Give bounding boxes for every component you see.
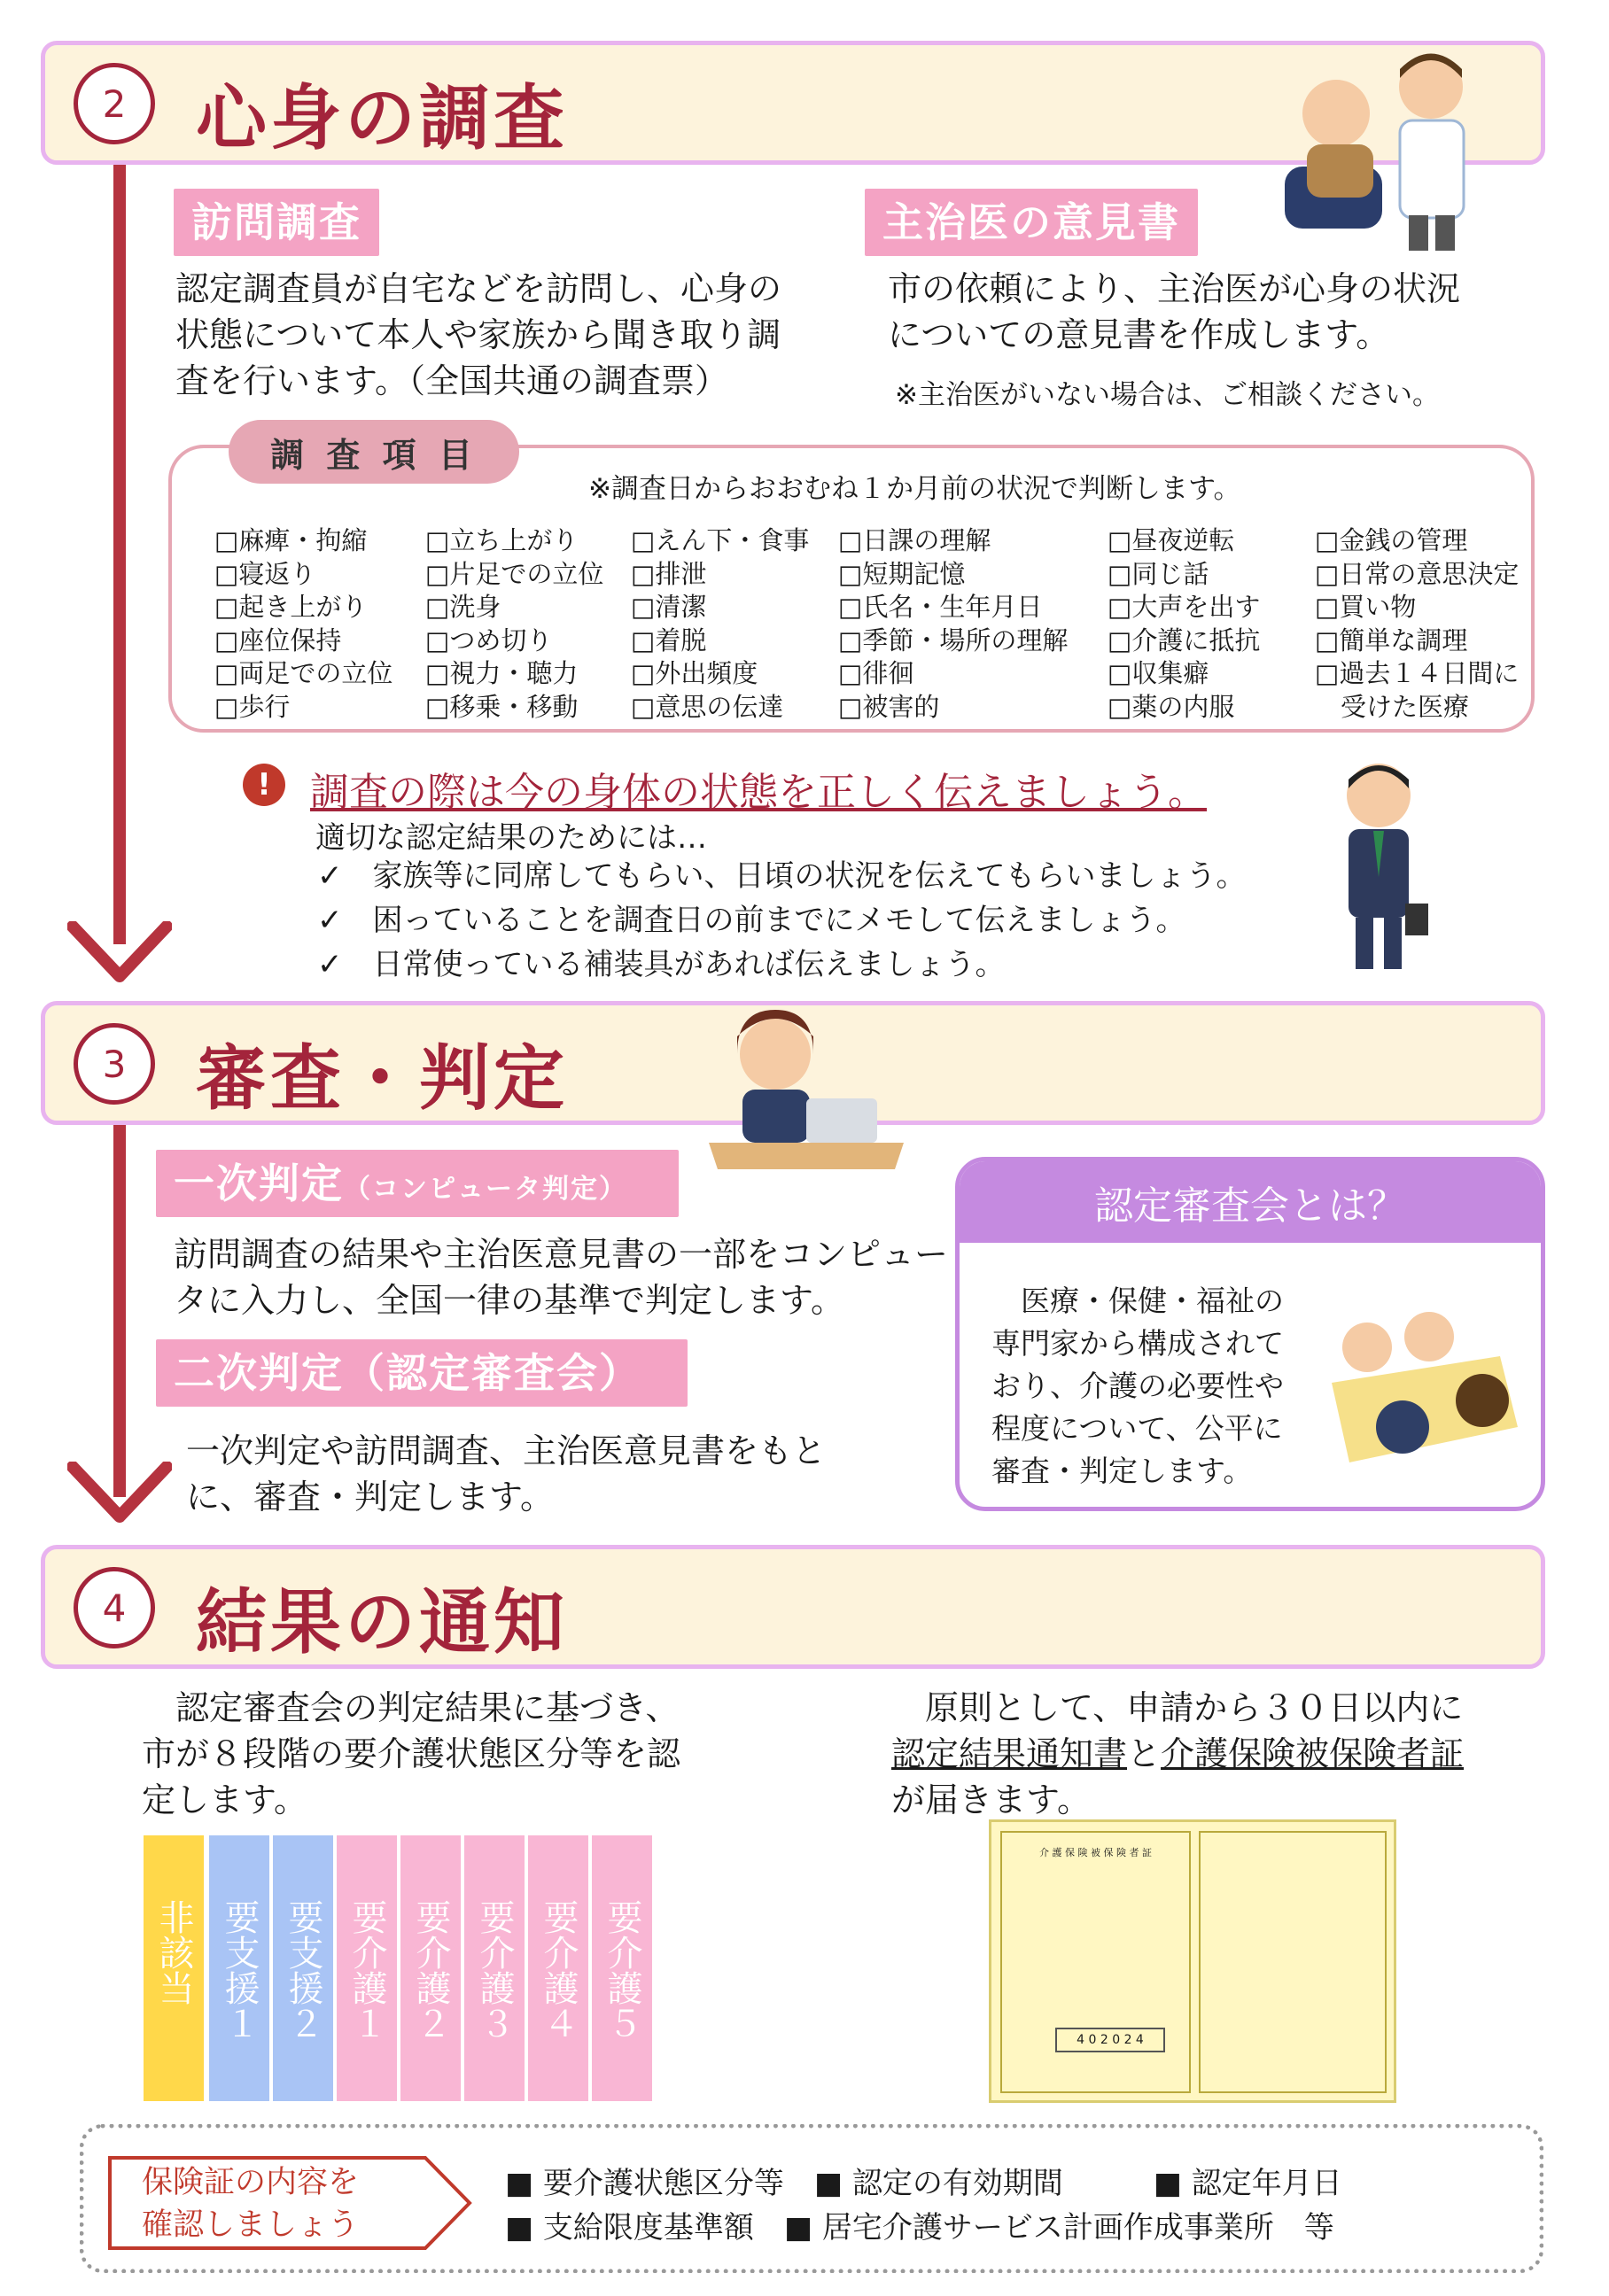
check-icon: ✓ <box>317 947 343 982</box>
insurance-card-image <box>989 1819 1396 2103</box>
survey-items-col-6 <box>1315 524 1519 724</box>
survey-item: □被害的 <box>838 691 940 722</box>
flow-arrow-icon <box>67 921 172 983</box>
survey-item: □薬の内服 <box>1108 691 1235 722</box>
survey-items-col-3 <box>631 524 809 724</box>
survey-item: □過去１４日間に <box>1315 658 1520 688</box>
survey-item: □同じ話 <box>1108 558 1209 589</box>
survey-item: □季節・場所の理解 <box>838 624 1069 655</box>
level-bar: 要支援１ <box>209 1835 269 2101</box>
survey-item: □短期記憶 <box>838 558 966 589</box>
confirm-item: ■ 認定年月日 <box>1153 2166 1342 2201</box>
insurance-card-title: 介 護 保 険 被 保 険 者 証 <box>1039 1847 1152 1858</box>
survey-item: □片足での立位 <box>425 558 604 589</box>
survey-item: □排泄 <box>631 558 707 589</box>
survey-item: □意思の伝達 <box>631 691 784 722</box>
level-bar: 要介護５ <box>592 1835 652 2101</box>
section-4-banner <box>41 1545 1545 1669</box>
confirm-item: ■ 要介護状態区分等 <box>505 2166 784 2201</box>
confirm-items <box>505 2161 1342 2250</box>
survey-item: □歩行 <box>214 691 291 722</box>
survey-item: □金銭の管理 <box>1315 525 1468 555</box>
computer-worker-illustration <box>700 1001 913 1178</box>
survey-item: 受けた医療 <box>1315 691 1470 722</box>
first-judgment-label: 一次判定（コンピュータ判定） <box>156 1150 679 1217</box>
visit-survey-text: 認定調査員が自宅などを訪問し、心身の状態について本人や家族から聞き取り調査を行います。（全国共通の調査票） <box>175 269 782 400</box>
survey-items-label: 調 査 項 目 <box>229 420 519 484</box>
caution-title: 調査の際は今の身体の状態を正しく伝えましょう。 <box>310 770 1207 815</box>
survey-item: □座位保持 <box>214 624 342 655</box>
confirm-item: ■ 居宅介護サービス計画作成事業所 <box>783 2210 1274 2246</box>
doctor-opinion-label: 主治医の意見書 <box>865 189 1198 256</box>
check-icon: ✓ <box>317 858 343 894</box>
level-bar: 要介護２ <box>400 1835 461 2101</box>
result-right-text: 原則として、申請から３０日以内に 認定結果通知書と介護保険被保険者証 が届きます。 <box>891 1688 1465 1819</box>
survey-item: □えん下・食事 <box>631 525 810 555</box>
doctor-opinion-text: 市の依頼により、主治医が心身の状況についての意見書を作成します。 <box>888 269 1461 354</box>
meeting-illustration <box>1314 1294 1527 1471</box>
survey-item: □起き上がり <box>214 592 368 622</box>
survey-item: □介護に抵抗 <box>1108 624 1261 655</box>
confirm-item: 等 <box>1303 2210 1334 2246</box>
result-left-text: 認定審査会の判定結果に基づき、市が８段階の要介護状態区分等を認定します。 <box>142 1688 681 1819</box>
survey-item: □簡単な調理 <box>1315 624 1468 655</box>
confirm-item: ■ 支給限度基準額 <box>505 2210 754 2246</box>
survey-item: □大声を出す <box>1108 592 1261 622</box>
survey-item: □清潔 <box>631 592 707 622</box>
caution-icon: ! <box>243 764 285 806</box>
survey-item: □麻痺・拘縮 <box>214 525 368 555</box>
survey-item: □日常の意思決定 <box>1315 558 1520 589</box>
survey-item: □つめ切り <box>425 624 553 655</box>
investigator-illustration <box>1317 753 1441 974</box>
survey-item: □立ち上がり <box>425 525 579 555</box>
section-4-title: 結果の通知 <box>196 1581 568 1664</box>
checklist-item: ✓ 家族等に同席してもらい、日頃の状況を伝えてもらいましょう。 <box>317 858 1247 894</box>
survey-item: □昼夜逆転 <box>1108 525 1235 555</box>
level-bar: 非該当 <box>144 1835 204 2101</box>
review-board-text: 医療・保健・福祉の専門家から構成されており、介護の必要性や程度について、公平に審査・判定します。 <box>991 1284 1284 1488</box>
survey-item: □洗身 <box>425 592 501 622</box>
level-bar: 要介護３ <box>464 1835 525 2101</box>
checklist-item: ✓ 困っていることを調査日の前までにメモして伝えましょう。 <box>317 903 1186 938</box>
survey-items-note: ※調査日からおおむね１か月前の状況で判断します。 <box>588 473 1241 505</box>
survey-item: □寝返り <box>214 558 316 589</box>
level-bar: 要介護４ <box>528 1835 588 2101</box>
survey-items-col-5 <box>1108 524 1260 724</box>
doctor-patient-illustration <box>1267 43 1497 255</box>
flow-line <box>113 165 126 944</box>
survey-item: □視力・聴力 <box>425 658 579 688</box>
confirm-label: 保険証の内容を確認しましょう <box>142 2165 360 2243</box>
check-icon: ✓ <box>317 903 343 938</box>
second-judgment-text: 一次判定や訪問調査、主治医意見書をもとに、審査・判定します。 <box>186 1431 827 1516</box>
flow-arrow-icon <box>67 1462 172 1524</box>
checklist <box>317 854 1247 987</box>
survey-item: □収集癖 <box>1108 658 1209 688</box>
second-judgment-label: 二次判定（認定審査会） <box>156 1339 688 1407</box>
section-2-number: 2 <box>74 63 155 144</box>
first-judgment-text: 訪問調査の結果や主治医意見書の一部をコンピュータに入力し、全国一律の基準で判定します。 <box>174 1235 949 1320</box>
section-3-number: 3 <box>74 1023 155 1105</box>
section-3-title: 審査・判定 <box>196 1037 568 1120</box>
review-board-title: 認定審査会とは？ <box>960 1161 1541 1243</box>
survey-items-col-1 <box>214 524 393 724</box>
survey-item: □両足での立位 <box>214 658 393 688</box>
insurance-card-link: 介護保険被保険者証 <box>1161 1734 1465 1773</box>
notice-document-link: 認定結果通知書 <box>891 1734 1128 1773</box>
survey-items-col-2 <box>425 524 603 724</box>
level-bar: 要支援２ <box>273 1835 333 2101</box>
survey-item: □着脱 <box>631 624 707 655</box>
checklist-item: ✓ 日常使っている補装具があれば伝えましょう。 <box>317 947 1006 982</box>
section-4-number: 4 <box>74 1567 155 1648</box>
survey-item: □徘徊 <box>838 658 914 688</box>
survey-items-col-4 <box>838 524 1068 724</box>
level-bar: 要介護１ <box>337 1835 397 2101</box>
flow-line <box>113 1125 126 1497</box>
survey-item: □外出頻度 <box>631 658 758 688</box>
visit-survey-label: 訪問調査 <box>174 189 379 256</box>
survey-item: □移乗・移動 <box>425 691 579 722</box>
confirm-item: ■ 認定の有効期間 <box>813 2166 1063 2201</box>
survey-item: □買い物 <box>1315 592 1417 622</box>
caution-intro: 適切な認定結果のためには… <box>315 820 707 856</box>
section-2-title: 心身の調査 <box>196 77 568 159</box>
doctor-opinion-note: ※主治医がいない場合は、ご相談ください。 <box>895 379 1440 411</box>
insurance-card-number: 4 0 2 0 2 4 <box>1055 2028 1165 2052</box>
review-board-box <box>955 1157 1545 1511</box>
survey-item: □氏名・生年月日 <box>838 592 1043 622</box>
survey-item: □日課の理解 <box>838 525 991 555</box>
